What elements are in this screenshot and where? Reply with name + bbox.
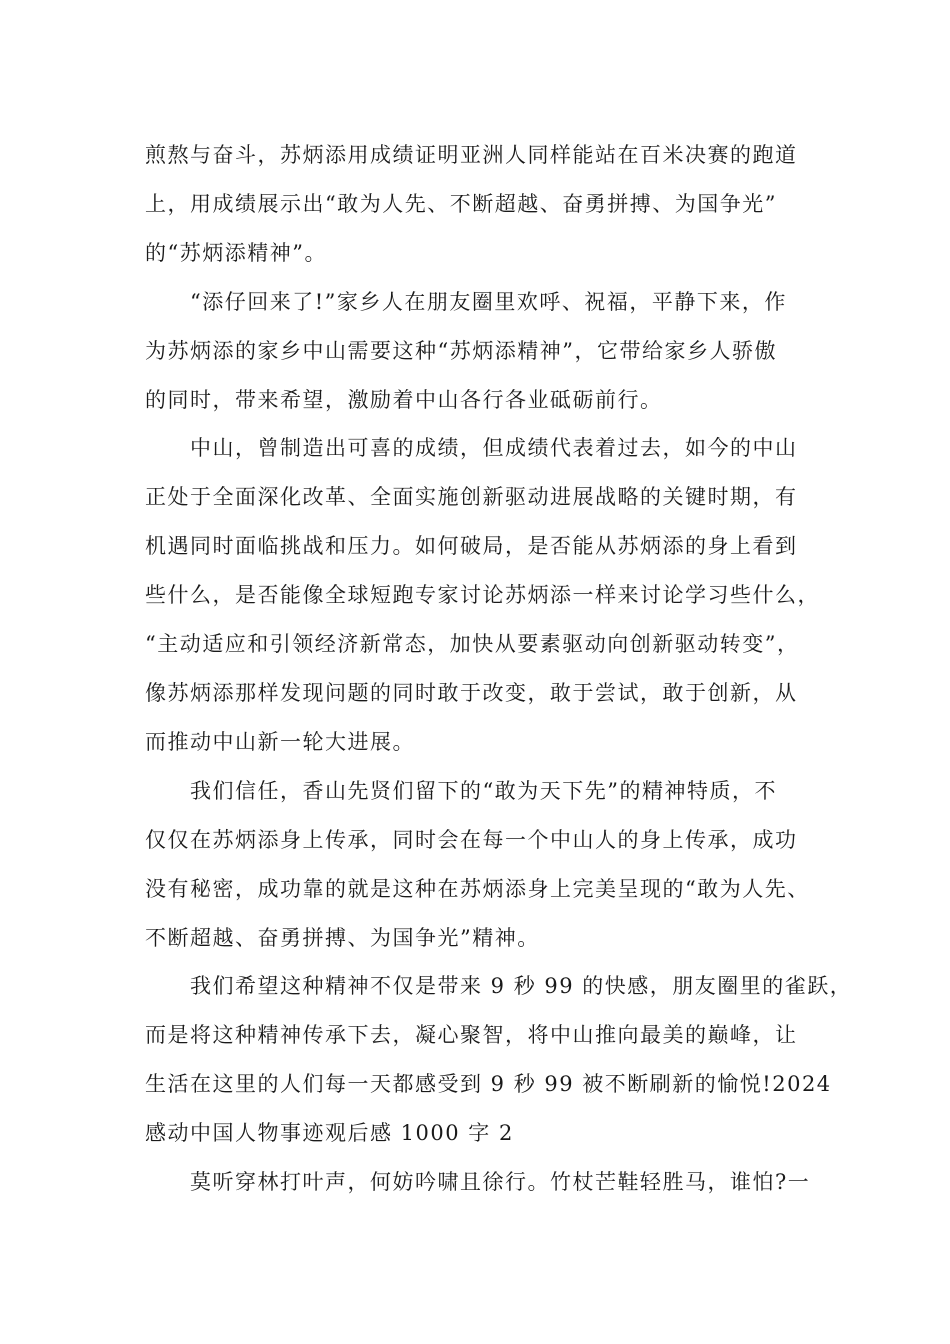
text-line: 我们希望这种精神不仅是带来 9 秒 99 的快感，朋友圈里的雀跃，	[190, 974, 853, 999]
text-line: 煎熬与奋斗，苏炳添用成绩证明亚洲人同样能站在百米决赛的跑道	[145, 143, 798, 167]
text-line: 像苏炳添那样发现问题的同时敢于改变，敢于尝试，敢于创新，从	[145, 680, 798, 705]
text-line: 而是将这种精神传承下去，凝心聚智，将中山推向最美的巅峰，让	[145, 1023, 798, 1048]
text-line: 的“苏炳添精神”。	[145, 240, 327, 265]
text-line: 不断超越、奋勇拼搏、为国争光”精神。	[145, 925, 540, 950]
text-line: 些什么，是否能像全球短跑专家讨论苏炳添一样来讨论学习些什么，	[145, 583, 820, 608]
paragraph-4	[145, 767, 835, 963]
text-line: 正处于全面深化改革、全面实施创新驱动进展战略的关键时期，有	[145, 485, 798, 510]
text-line: 而推动中山新一轮大进展。	[145, 729, 415, 754]
paragraph-1	[145, 131, 835, 278]
text-line: 我们信任，香山先贤们留下的“敢为天下先”的精神特质，不	[190, 778, 777, 803]
paragraph-5	[145, 962, 853, 1158]
paragraph-2	[145, 278, 835, 425]
text-line: 中山，曾制造出可喜的成绩，但成绩代表着过去，如今的中山	[190, 436, 798, 461]
text-line: 的同时，带来希望，激励着中山各行各业砥砺前行。	[145, 387, 663, 412]
text-line: 仅仅在苏炳添身上传承，同时会在每一个中山人的身上传承，成功	[145, 827, 798, 852]
text-line: 感动中国人物事迹观后感 1000 字 2	[145, 1121, 514, 1146]
text-line: 上，用成绩展示出“敢为人先、不断超越、奋勇拼搏、为国争光”	[145, 191, 777, 216]
paragraph-3	[145, 424, 835, 766]
document-body	[145, 131, 853, 1207]
paragraph-6	[145, 1158, 835, 1207]
text-line: “主动适应和引领经济新常态，加快从要素驱动向创新驱动转变”，	[145, 632, 800, 657]
text-line: 没有秘密，成功靠的就是这种在苏炳添身上完美呈现的“敢为人先、	[145, 876, 810, 901]
text-line: “添仔回来了!”家乡人在朋友圈里欢呼、祝福，平静下来，作	[190, 289, 787, 314]
text-line: 机遇同时面临挑战和压力。如何破局，是否能从苏炳添的身上看到	[145, 534, 798, 559]
text-line: 生活在这里的人们每一天都感受到 9 秒 99 被不断刷新的愉悦!2024	[145, 1072, 832, 1097]
text-line: 为苏炳添的家乡中山需要这种“苏炳添精神”，它带给家乡人骄傲	[145, 338, 777, 363]
text-line: 莫听穿林打叶声，何妨吟啸且徐行。竹杖芒鞋轻胜马，谁怕?一	[190, 1170, 811, 1195]
